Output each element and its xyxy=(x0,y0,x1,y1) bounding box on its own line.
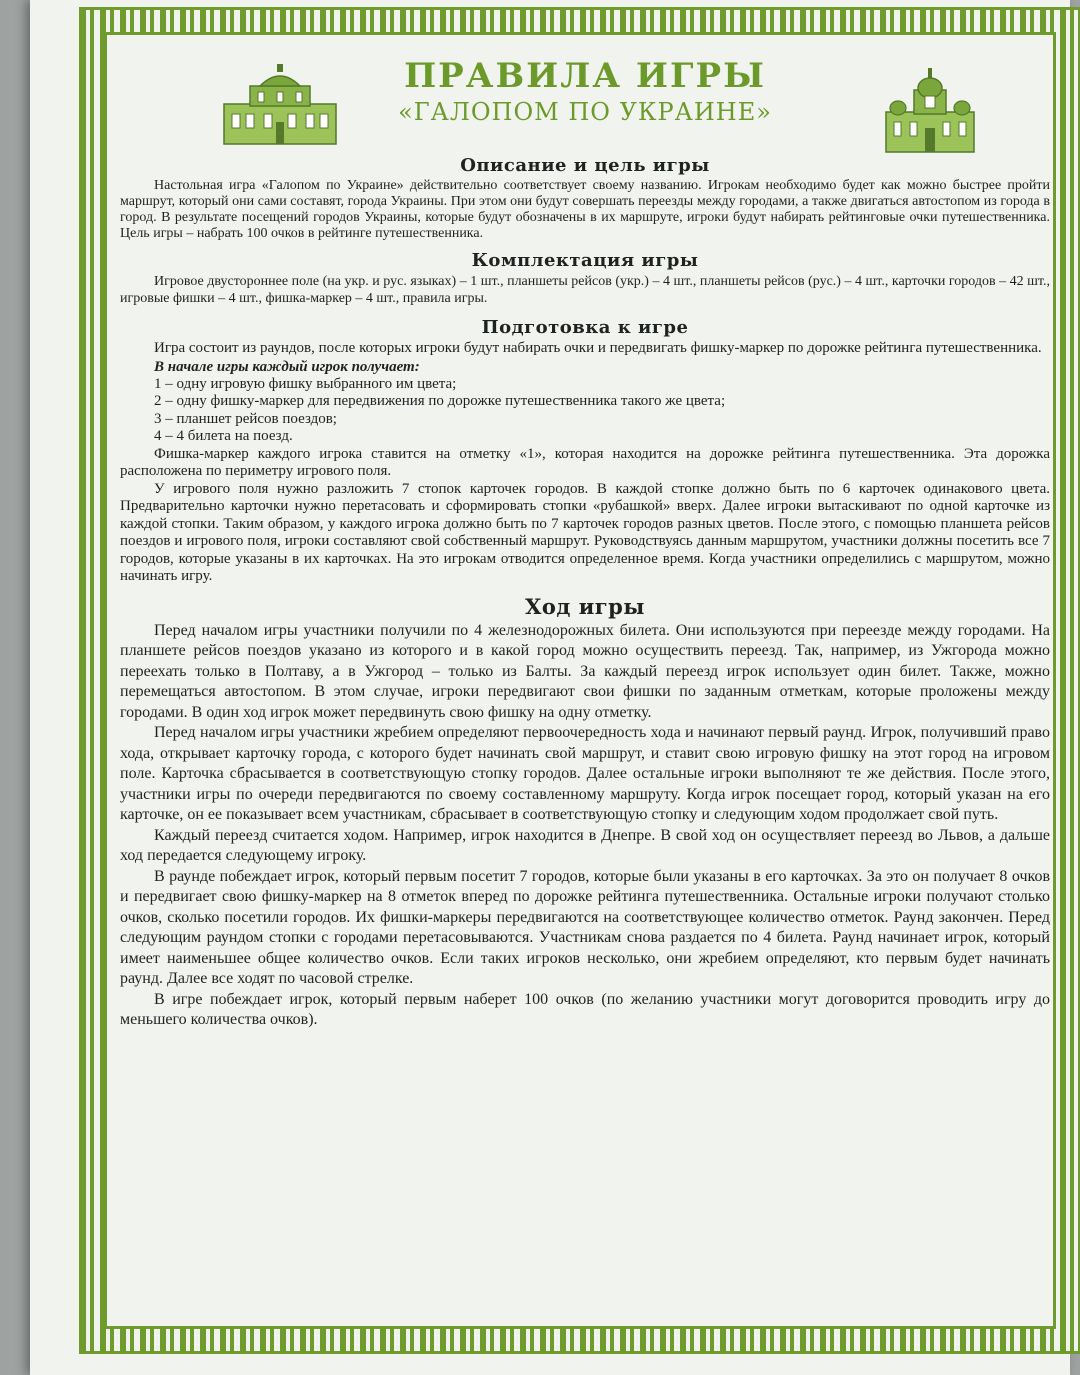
list-item: 2 – одну фишку-маркер для передвижения по дорожке путешественника такого же цвета; xyxy=(154,393,726,409)
cathedral-icon xyxy=(880,68,980,153)
page-title: ПРАВИЛА ИГРЫ xyxy=(404,56,766,96)
section-heading: Комплектация игры xyxy=(471,250,699,271)
paragraph: В раунде побеждает игрок, который первым посетит 7 городов, которые были указаны в его карточках. За это он получает 8 очков и передвигает свою фишку-маркер на 8 отметок вперед по дорожке рейтинга путешественника. Остальные игроки получают столько очков, сколько посетили городов. Их фишки-маркеры передвигаются на соответствующее количество отметок. Раунд закончен. Перед следующим раундом стопки с городами перетасовываются. Участникам снова раздается по 4 билета. Раунд начинает игрок, который имеет наименьшее общее количество очков. Если таких игроков несколько, они жребием определяют, кто первым будет начинать раунд. Далее все ходят по часовой стрелке. xyxy=(120,867,1050,987)
rules-content xyxy=(120,40,1050,1031)
paragraph: Перед началом игры участники получили по 4 железнодорожных билета. Они используются при переезде между городами. На планшете рейсов поездов указано из которого и в какой город можно осуществить переезд. Так, например, из Ужгорода можно переехать только в Полтаву, а в Ужгород – только из Балты. За каждый переезд игрок использует один билет. Также, можно перемещаться автостопом. В этом случае, игроки передвигают свои фишки по заданным отметкам, которые проложены между городами. В один ход игрок может передвинуть свою фишку на одну отметку. xyxy=(120,621,1050,721)
paragraph: Настольная игра «Галопом по Украине» действительно соответствует своему названию. Игрокам необходимо будет как можно быстрее пройти маршрут, который они сами составят, города Украины. При этом они будут совершать переезды между городами, а также двигаться автостопом из города в город. В результате посещений городов Украины, которые будут обозначены в их маршруте, игроки будут набирать рейтинговые очки путешественника. Цель игры – набрать 100 очков в рейтинге путешественника. xyxy=(120,178,1050,241)
section-heading: Подготовка к игре xyxy=(481,317,689,338)
section-description xyxy=(120,155,1050,242)
setup-lead: В начале игры каждый игрок получает: xyxy=(154,358,420,375)
section-heading: Ход игры xyxy=(525,593,645,619)
page-subtitle: «ГАЛОПОМ ПО УКРАИНЕ» xyxy=(398,98,772,126)
rules-sheet xyxy=(30,0,1070,1375)
list-item: 3 – планшет рейсов поездов; xyxy=(154,410,337,427)
paragraph: Каждый переезд считается ходом. Например, игрок находится в Днепре. В свой ход он осуществляет переезд во Львов, а дальше ход передается следующему игроку. xyxy=(120,826,1050,864)
list-item: 4 – 4 билета на поезд. xyxy=(154,428,293,444)
section-contents xyxy=(120,250,1050,307)
paragraph: В игре побеждает игрок, который первым наберет 100 очков (по желанию участники могут договорится проводить игру до меньшего количества очков). xyxy=(120,990,1050,1028)
paragraph: У игрового поля нужно разложить 7 стопок карточек городов. В каждой стопке должно быть по 6 карточек одинакового цвета. Предварительно карточки нужно перетасовать и сформировать стопки «рубашкой» вверх. Далее игроки вытаскивают по одной карточке из каждой стопки. Таким образом, у каждого игрока должно быть по 7 карточек городов разных цветов. После этого, с помощью планшета рейсов поездов и игрового поля, игроки составляют свой собственный маршрут. Руководствуясь данным маршрутом, участники должны посетить все 7 городов, которые указаны в их карточках. На это игрокам отводится определенное время. Когда участники определились с маршрутом, можно начинать игру. xyxy=(120,480,1050,584)
title-block xyxy=(120,56,1050,151)
opera-house-icon xyxy=(220,64,340,146)
paragraph: Игра состоит из раундов, после которых игроки будут набирать очки и передвигать фишку-маркер по дорожке рейтинга путешественника. xyxy=(154,340,1042,356)
paragraph: Игровое двустороннее поле (на укр. и рус. языках) – 1 шт., планшеты рейсов (укр.) – 4 шт., планшеты рейсов (рус.) – 4 шт., карточки городов – 42 шт., игровые фишки – 4 шт., фишка-маркер – 4 шт., правила игры. xyxy=(120,274,1050,306)
section-setup xyxy=(120,317,1050,586)
paragraph: Перед началом игры участники жребием определяют первоочередность хода и начинают первый раунд. Игрок, получивший право хода, открывает карточку города, с которого будет начинать свой маршрут, и ставит свою игровую фишку на этот город на игровом поле. Карточка сбрасывается в соответствующую стопку городов. Далее остальные игроки выполняют те же действия. После этого, участники игры по очереди передвигаются по своему составленному маршруту. Когда игрок посещает город, который указан на его карточке, он ее показывает всем участникам, сбрасывает в соответствующую стопку и следующим ходом продолжает свой путь. xyxy=(120,724,1050,823)
section-gameplay xyxy=(120,594,1050,1031)
list-item: 1 – одну игровую фишку выбранного им цвета; xyxy=(154,375,457,392)
section-heading: Описание и цель игры xyxy=(460,155,710,176)
paragraph: Фишка-маркер каждого игрока ставится на отметку «1», которая находится на дорожке рейтинга путешественника. Эта дорожка расположена по периметру игрового поля. xyxy=(120,445,1050,479)
